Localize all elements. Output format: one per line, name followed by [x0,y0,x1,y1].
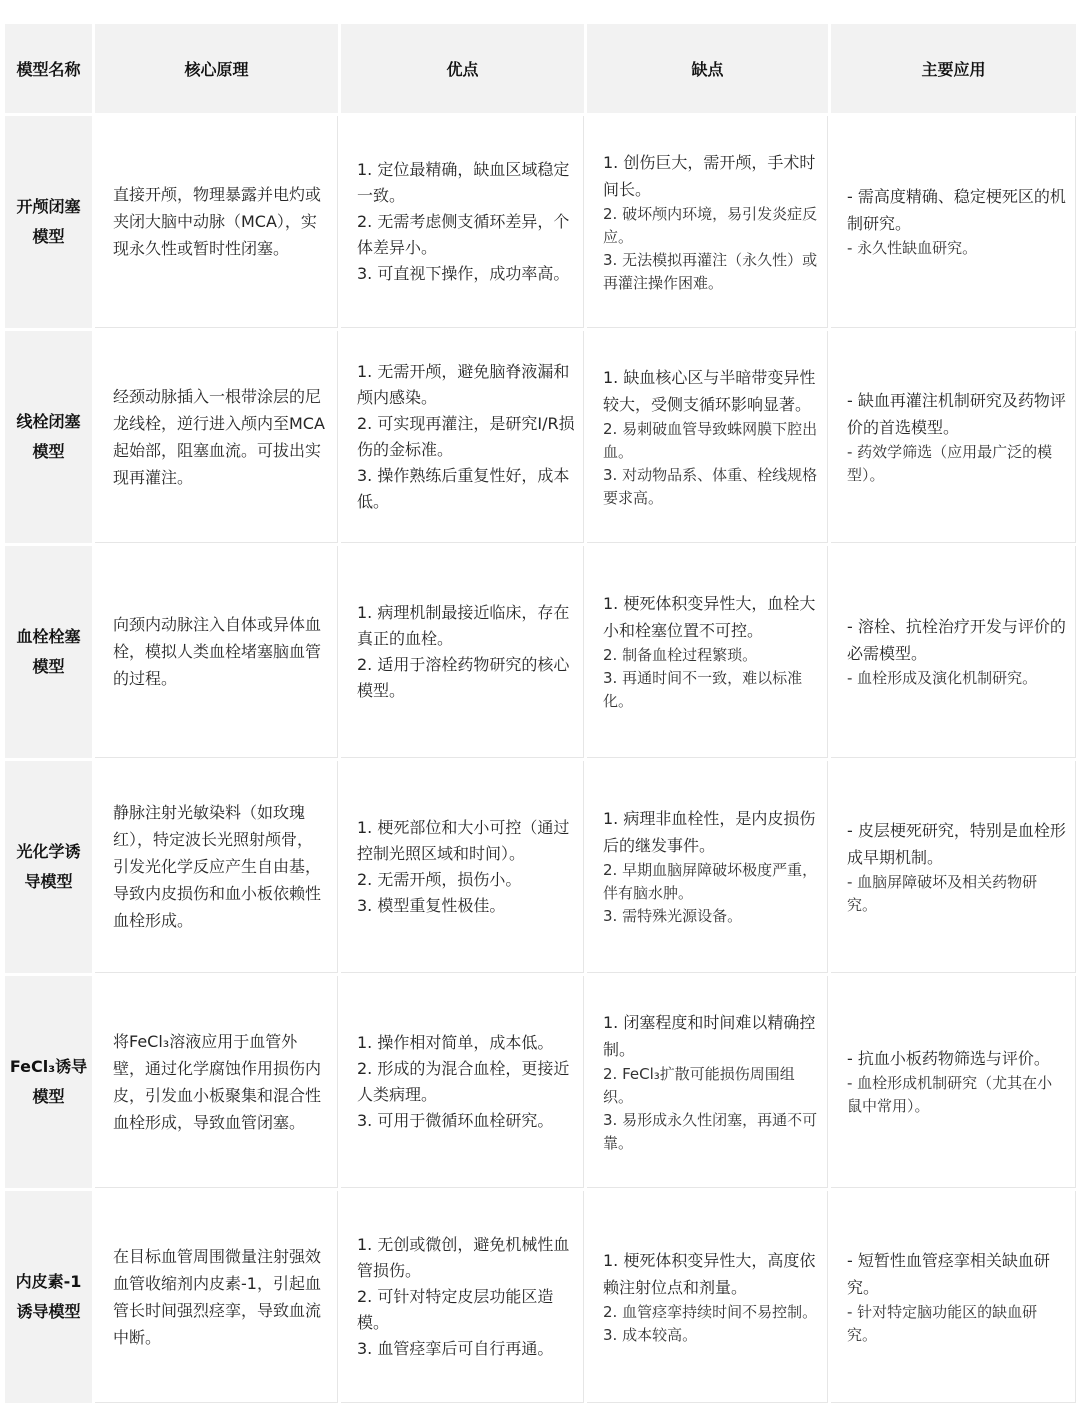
row-applications [831,1191,1076,1403]
model-name-line: 开颅闭塞 [16,197,81,216]
con-item: 1. 闭塞程度和时间难以精确控制。 [603,1012,816,1059]
row-applications [831,331,1076,543]
pro-item: 2. 可针对特定皮层功能区造模。 [357,1286,554,1332]
application-item: - 短暂性血管痉挛相关缺血研究。 [847,1250,1050,1297]
row-cons [587,331,828,543]
row-principle [95,546,338,758]
pro-item: 3. 血管痉挛后可自行再通。 [357,1338,554,1358]
row-pros [341,761,584,973]
con-item: 3. 无法模拟再灌注（永久性）或再灌注操作困难。 [603,250,818,292]
pro-item: 2. 形成的为混合血栓，更接近人类病理。 [357,1058,570,1104]
header-label: 模型名称 [16,60,81,79]
pro-item: 2. 可实现再灌注，是研究I/R损伤的金标准。 [357,413,575,459]
model-name-line: 模型 [32,442,65,461]
row-cons [587,761,828,973]
row-model-name [5,546,92,758]
con-item: 1. 病理非血栓性，是内皮损伤后的继发事件。 [603,809,816,855]
application-item: - 抗血小板药物筛选与评价。 [847,1049,1050,1068]
row-applications [831,116,1076,328]
principle-text: 静脉注射光敏染料（如玫瑰红），特定波长光照射颅骨，引发光化学反应产生自由基，导致内皮损伤和血小板依赖性血栓形成。 [113,803,322,930]
con-item: 2. 易刺破血管导致蛛网膜下腔出血。 [603,419,818,461]
pro-item: 1. 无需开颅，避免脑脊液漏和颅内感染。 [357,361,570,407]
application-item: - 皮层梗死研究，特别是血栓形成早期机制。 [847,820,1066,867]
con-item: 3. 需特殊光源设备。 [603,907,743,925]
principle-text: 经颈动脉插入一根带涂层的尼龙线栓，逆行进入颅内至MCA起始部，阻塞血流。可拔出实现再灌注。 [113,386,325,487]
con-item: 3. 对动物品系、体重、栓线规格要求高。 [603,465,818,507]
model-name-line: 血栓栓塞 [16,627,81,646]
row-pros [341,1191,584,1403]
con-item: 3. 成本较高。 [603,1325,698,1344]
pro-item: 3. 可直视下操作，成功率高。 [357,263,570,283]
pro-item: 1. 无创或微创，避免机械性血管损伤。 [357,1234,570,1280]
con-item: 2. FeCl₃扩散可能损伤周围组织。 [603,1064,795,1106]
model-name-line: 光化学诱 [16,842,81,861]
application-item: - 药效学筛选（应用最广泛的模型）。 [847,442,1053,484]
header-label: 主要应用 [921,60,986,79]
model-name-line: 模型 [32,1087,65,1106]
row-applications [831,976,1076,1188]
con-item: 2. 制备血栓过程繁琐。 [603,646,758,664]
header-principle [95,24,338,113]
model-name-line: 诱导模型 [16,1302,81,1321]
application-item: - 血栓形成及演化机制研究。 [847,669,1038,687]
row-pros [341,331,584,543]
pro-item: 1. 定位最精确，缺血区域稳定一致。 [357,159,570,205]
header-label: 缺点 [691,60,724,79]
application-item: - 血栓形成机制研究（尤其在小鼠中常用）。 [847,1074,1053,1115]
application-item: - 永久性缺血研究。 [847,239,978,257]
principle-text: 将FeCl₃溶液应用于血管外壁，通过化学腐蚀作用损伤内皮，引发血小板聚集和混合性血栓形成，导致血管闭塞。 [113,1031,322,1132]
pro-item: 3. 操作熟练后重复性好，成本低。 [357,465,570,511]
header-cons [587,24,828,113]
row-model-name [5,976,92,1188]
con-item: 3. 易形成永久性闭塞，再通不可靠。 [603,1110,818,1152]
row-cons [587,1191,828,1403]
pro-item: 2. 无需考虑侧支循环差异，个体差异小。 [357,211,570,257]
model-name-line: 线栓闭塞 [16,412,81,431]
row-principle [95,761,338,973]
con-item: 2. 早期血脑屏障破坏极度严重，伴有脑水肿。 [603,861,818,902]
model-name-line: 模型 [32,657,65,676]
pro-item: 1. 操作相对简单，成本低。 [357,1032,554,1052]
row-cons [587,116,828,328]
con-item: 1. 缺血核心区与半暗带变异性较大，受侧支循环影响显著。 [603,367,816,414]
application-item: - 针对特定脑功能区的缺血研究。 [847,1302,1038,1344]
pro-item: 2. 无需开颅，损伤小。 [357,869,522,889]
model-name-line: 内皮素-1 [15,1272,82,1291]
pro-item: 3. 模型重复性极佳。 [357,895,506,915]
header-pros [341,24,584,113]
header-model-name [5,24,92,113]
principle-text: 向颈内动脉注入自体或异体血栓，模拟人类血栓堵塞脑血管的过程。 [113,615,322,688]
row-principle [95,976,338,1188]
row-principle [95,331,338,543]
header-label: 优点 [446,60,479,79]
row-applications [831,546,1076,758]
row-principle [95,1191,338,1403]
pro-item: 1. 梗死部位和大小可控（通过控制光照区域和时间）。 [357,817,570,863]
header-label: 核心原理 [184,60,249,79]
application-item: - 需高度精确、稳定梗死区的机制研究。 [847,187,1066,233]
principle-text: 在目标血管周围微量注射强效血管收缩剂内皮素-1，引起血管长时间强烈痉挛，导致血流中断。 [113,1246,322,1347]
row-applications [831,761,1076,973]
pro-item: 2. 适用于溶栓药物研究的核心模型。 [357,654,570,700]
application-item: - 缺血再灌注机制研究及药物评价的首选模型。 [847,390,1066,437]
row-model-name [5,761,92,973]
row-model-name [5,331,92,543]
row-pros [341,976,584,1188]
application-item: - 溶栓、抗栓治疗开发与评价的必需模型。 [847,617,1066,663]
comparison-table [5,24,1076,1403]
con-item: 3. 再通时间不一致，难以标准化。 [603,669,803,710]
con-item: 1. 创伤巨大，需开颅，手术时间长。 [603,152,816,199]
model-name-line: 导模型 [24,872,73,891]
application-item: - 血脑屏障破坏及相关药物研究。 [847,872,1038,914]
model-name-line: FeCl₃诱导 [9,1057,88,1076]
row-model-name [5,1191,92,1403]
con-item: 1. 梗死体积变异性大，高度依赖注射位点和剂量。 [603,1250,816,1297]
con-item: 2. 血管痉挛持续时间不易控制。 [603,1302,818,1321]
row-cons [587,976,828,1188]
row-pros [341,116,584,328]
principle-text: 直接开颅，物理暴露并电灼或夹闭大脑中动脉（MCA），实现永久性或暂时性闭塞。 [113,185,322,258]
model-name-line: 模型 [32,227,65,246]
row-principle [95,116,338,328]
row-pros [341,546,584,758]
con-item: 1. 梗死体积变异性大，血栓大小和栓塞位置不可控。 [603,594,816,640]
row-model-name [5,116,92,328]
pro-item: 1. 病理机制最接近临床，存在真正的血栓。 [357,602,570,648]
con-item: 2. 破坏颅内环境，易引发炎症反应。 [603,204,818,246]
pro-item: 3. 可用于微循环血栓研究。 [357,1110,554,1130]
header-applications [831,24,1076,113]
row-cons [587,546,828,758]
